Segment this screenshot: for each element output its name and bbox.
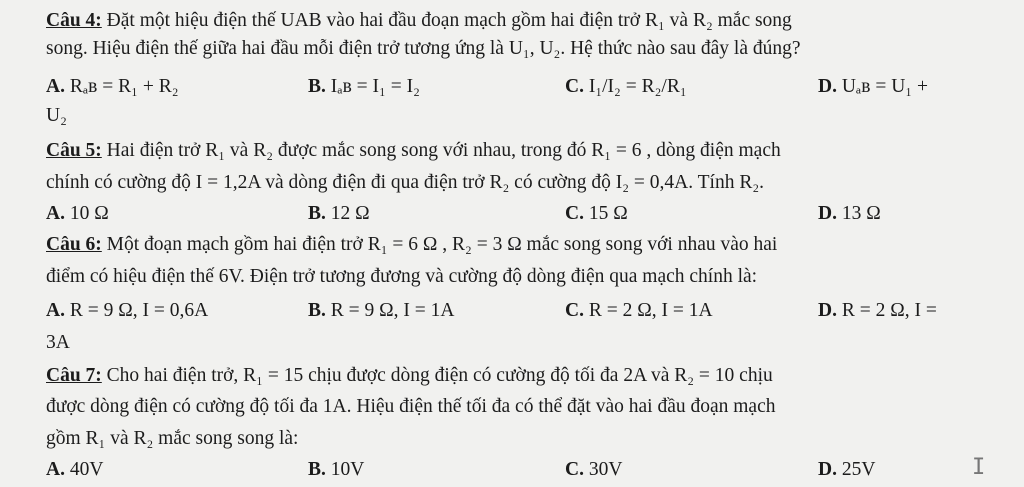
q5-options [46, 201, 976, 227]
q6-label: Câu 6: [46, 234, 102, 255]
q5-option-d[interactable]: D. 13 Ω [818, 203, 881, 224]
q4-line-1 [46, 8, 792, 34]
q7-option-d[interactable]: D. 25V [818, 459, 876, 480]
q4-option-d[interactable]: D. Uₐʙ = U₁ + [818, 76, 928, 97]
q7-line-3: gồm R₁ và R₂ mắc song song là: [46, 428, 299, 449]
q6-option-d-wrap: 3A [46, 332, 70, 353]
q6-line-2: điểm có hiệu điện thế 6V. Điện trở tương đương và cường độ dòng điện qua mạch chính là: [46, 266, 758, 287]
text-cursor-icon: I [972, 455, 986, 480]
q5-text-1: Hai điện trở R₁ và R₂ được mắc song song với nhau, trong đó R₁ = 6 , dòng điện mạch [101, 140, 781, 161]
q6-options [46, 298, 976, 324]
q5-line-2: chính có cường độ I = 1,2A và dòng điện đi qua điện trở R₂ có cường độ I₂ = 0,4A. Tính R₂. [46, 172, 765, 193]
q4-option-c[interactable]: C. I₁/I₂ = R₂/R₁ [565, 76, 687, 97]
q7-option-b[interactable]: B. 10V [308, 459, 365, 480]
q4-text-1: Đặt một hiệu điện thế UAB vào hai đầu đoạn mạch gồm hai điện trở R₁ và R₂ mắc song [101, 10, 792, 31]
q4-option-d-wrap: U₂ [46, 105, 67, 126]
q4-option-b[interactable]: B. Iₐʙ = I₁ = I₂ [308, 76, 420, 97]
q7-option-c[interactable]: C. 30V [565, 459, 623, 480]
q7-line-1 [46, 363, 773, 389]
q5-option-b[interactable]: B. 12 Ω [308, 203, 370, 224]
q4-label: Câu 4: [46, 10, 102, 31]
q4-option-a[interactable]: A. Rₐʙ = R₁ + R₂ [46, 76, 179, 97]
q6-option-b[interactable]: B. R = 9 Ω, I = 1A [308, 300, 455, 321]
q6-line-1 [46, 232, 777, 258]
q6-option-a[interactable]: A. R = 9 Ω, I = 0,6A [46, 300, 209, 321]
q7-option-a[interactable]: A. 40V [46, 459, 104, 480]
q7-text-1: Cho hai điện trở, R₁ = 15 chịu được dòng điện có cường độ tối đa 2A và R₂ = 10 chịu [101, 365, 773, 386]
q5-label: Câu 5: [46, 140, 102, 161]
q4-options [46, 74, 976, 100]
q6-text-1: Một đoạn mạch gồm hai điện trở R₁ = 6 Ω , R₂ = 3 Ω mắc song song với nhau vào hai [101, 234, 778, 255]
q5-option-a[interactable]: A. 10 Ω [46, 203, 109, 224]
q6-option-d[interactable]: D. R = 2 Ω, I = [818, 300, 937, 321]
q6-option-c[interactable]: C. R = 2 Ω, I = 1A [565, 300, 713, 321]
q4-line-2: song. Hiệu điện thế giữa hai đầu mỗi điện trở tương ứng là U₁, U₂. Hệ thức nào sau đây là đúng? [46, 38, 801, 59]
q7-options [46, 457, 976, 483]
q5-option-c[interactable]: C. 15 Ω [565, 203, 628, 224]
q7-label: Câu 7: [46, 365, 102, 386]
q5-line-1 [46, 138, 781, 164]
q7-line-2: được dòng điện có cường độ tối đa 1A. Hiệu điện thế tối đa có thể đặt vào hai đầu đoạn mạch [46, 396, 776, 417]
